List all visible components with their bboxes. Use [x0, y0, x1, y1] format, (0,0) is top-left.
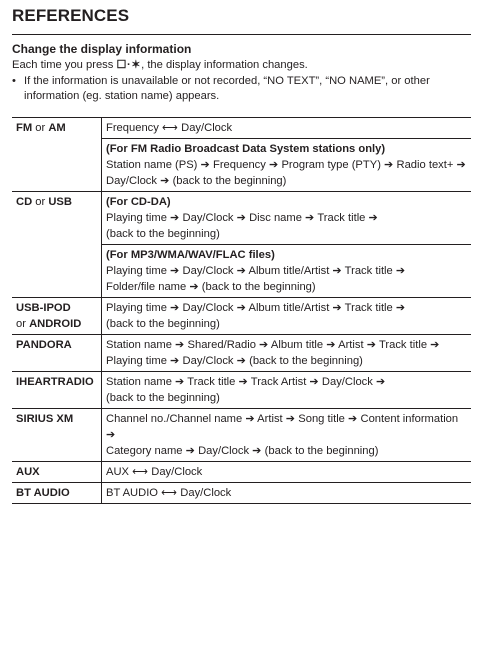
source-cell: USB-IPOD or ANDROID: [12, 298, 102, 335]
source-cell: PANDORA: [12, 335, 102, 372]
table-row: [12, 298, 471, 335]
intro-prefix: Each time you press: [12, 59, 114, 71]
reference-table: [12, 117, 471, 504]
section-title: Change the display information: [12, 42, 192, 56]
source-cell: CD or USB: [12, 192, 102, 298]
table-row: [12, 372, 471, 409]
display-button-icon: ☐·✶: [116, 59, 142, 71]
bullet-dot: •: [12, 74, 16, 87]
title-rule: [12, 34, 471, 35]
desc-cell: (For MP3/WMA/WAV/FLAC files) Playing time ➔ Day/Clock ➔ Album title/Artist ➔ Track title ➔ Folder/file name ➔ (back to the beginning): [102, 245, 472, 298]
source-cell: FM or AM: [12, 118, 102, 192]
desc-cell: (For FM Radio Broadcast Data System stations only) Station name (PS) ➔ Frequency ➔ Program type (PTY) ➔ Radio text+ ➔ Day/Clock ➔ (back to the beginning): [102, 139, 472, 192]
bullet-note: [12, 74, 472, 105]
desc-cell: Station name ➔ Shared/Radio ➔ Album title ➔ Artist ➔ Track title ➔ Playing time ➔ Day/Clock ➔ (back to the beginning): [102, 335, 472, 372]
bullet-text: If the information is unavailable or not recorded, “NO TEXT”, “NO NAME”, or other information (eg. station name) appears.: [24, 74, 430, 102]
desc-cell: (For CD-DA) Playing time ➔ Day/Clock ➔ Disc name ➔ Track title ➔ (back to the beginning): [102, 192, 472, 245]
desc-cell: Channel no./Channel name ➔ Artist ➔ Song title ➔ Content information ➔ Category name ➔ Day/Clock ➔ (back to the beginning): [102, 409, 472, 462]
page-title: REFERENCES: [12, 6, 130, 25]
desc-cell: AUX ⟷ Day/Clock: [102, 462, 472, 483]
table-row: [12, 335, 471, 372]
source-cell: IHEARTRADIO: [12, 372, 102, 409]
desc-cell: Frequency ⟷ Day/Clock: [102, 118, 472, 139]
source-cell: BT AUDIO: [12, 483, 102, 504]
table-row: [12, 409, 471, 462]
table-row: [12, 118, 471, 139]
table-row: [12, 192, 471, 245]
source-cell: AUX: [12, 462, 102, 483]
desc-cell: BT AUDIO ⟷ Day/Clock: [102, 483, 472, 504]
desc-cell: Station name ➔ Track title ➔ Track Artist ➔ Day/Clock ➔ (back to the beginning): [102, 372, 472, 409]
intro-suffix: , the display information changes.: [141, 59, 308, 71]
table-row: [12, 462, 471, 483]
source-cell: SIRIUS XM: [12, 409, 102, 462]
table-row: [12, 483, 471, 504]
intro-line: [12, 58, 472, 74]
intro-paragraph: [12, 58, 472, 105]
desc-cell: Playing time ➔ Day/Clock ➔ Album title/Artist ➔ Track title ➔ (back to the beginning): [102, 298, 472, 335]
